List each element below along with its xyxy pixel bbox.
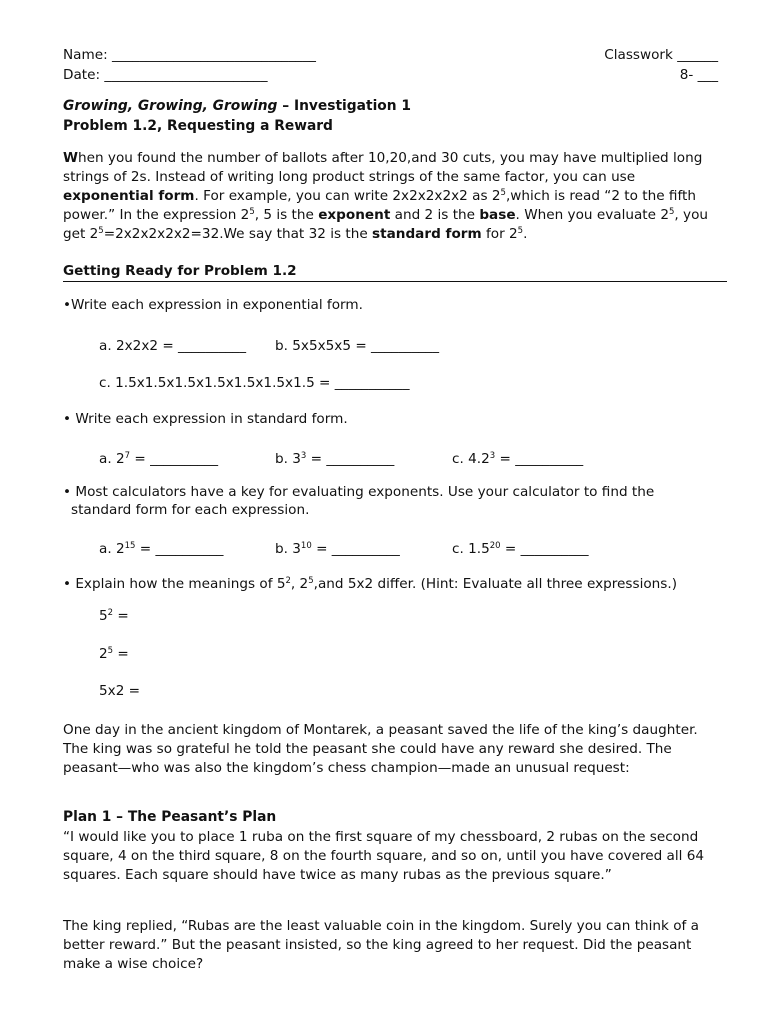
story-paragraph: One day in the ancient kingdom of Montarek, a peasant saved the life of the king’s daughter. The king was so grateful he told the peasant she could have any reward she desired. The peasant—who was also the kingdom’s chess champion—made an unusual request:	[63, 722, 698, 776]
plan-paragraph: “I would like you to place 1 ruba on the first square of my chessboard, 2 rubas on the second square, 4 on the third square, 8 on the fourth square, and so on, until you have covered all 64 squares. Each square should have twice as many rubas as the previous square.”	[63, 829, 705, 883]
q3-item-b: b. $3^{10}$ = __________	[275, 541, 400, 557]
q2-item-b: b. $3^3$ = __________	[275, 451, 395, 467]
investigation-title	[63, 98, 411, 114]
date-field-label: Date: ________________________	[63, 67, 268, 83]
q2-item-c: c. $4.2^3$ = __________	[452, 451, 584, 467]
q2-prompt: • Write each expression in standard form.	[63, 411, 348, 427]
name-field-label: Name: ______________________________	[63, 47, 316, 63]
q1-item-a: a. 2x2x2 = __________	[99, 338, 247, 354]
q3-item-a: a. $2^{15}$ = __________	[99, 541, 224, 557]
term-base: base	[479, 207, 516, 223]
term-exponent: exponent	[318, 207, 391, 223]
classwork-field-label: Classwork ______	[604, 47, 718, 63]
unit-title: Growing, Growing, Growing	[63, 98, 278, 114]
q1-item-b: b. 5x5x5x5 = __________	[275, 338, 440, 354]
q1-item-c: c. 1.5x1.5x1.5x1.5x1.5x1.5x1.5 = ___________	[99, 375, 410, 391]
term-exponential-form: exponential form	[63, 188, 195, 204]
q3-prompt-line2: standard form for each expression.	[71, 502, 310, 518]
closing-paragraph: The king replied, “Rubas are the least valuable coin in the kingdom. Surely you can think of a better reward.” But the peasant insisted, so the king agreed to her request. Did the peasant make a wise choice?	[63, 918, 699, 972]
header-row-2	[63, 67, 718, 83]
q4-line-5x2: 5x2 =	[99, 683, 141, 699]
grade-field-label: 8- ___	[679, 67, 718, 83]
q3-item-c: c. $1.5^{20}$ = __________	[452, 541, 589, 557]
intro-paragraph: When you found the number of ballots after 10,20,and 30 cuts, you may have multiplied long strings of 2s. Instead of writing long product strings of the same factor, you can use exponential form. For example, you can write 2x2x2x2x2 as $2^5,which$ is read “2 to the fifth power.” In the expression $2^5$, 5 is the exponent and 2 is the base. When you evaluate $2^5$, you get $2^5=2x2x2x2x2=32.We$ say that 32 is the standard form for $2^5$.	[63, 150, 709, 242]
investigation-label: – Investigation 1	[277, 98, 412, 114]
plan-heading: Plan 1 – The Peasant’s Plan	[63, 809, 277, 825]
term-standard-form: standard form	[372, 226, 482, 242]
q4-line-5-squared: $5^2$ =	[99, 608, 129, 624]
q3-prompt-line1: • Most calculators have a key for evaluating exponents. Use your calculator to find the	[63, 484, 655, 500]
q1-prompt: •Write each expression in exponential form.	[63, 297, 363, 313]
q4-prompt: • Explain how the meanings of $5^2$, $2^5,and$ 5x2 differ. (Hint: Evaluate all three expressions.)	[63, 576, 677, 592]
q2-item-a: a. $2^7$ = __________	[99, 451, 219, 467]
header-row-1	[63, 47, 718, 63]
problem-title: Problem 1.2, Requesting a Reward	[63, 118, 333, 134]
getting-ready-heading: Getting Ready for Problem 1.2	[63, 263, 727, 282]
q4-line-2-to-5th: $2^5$ =	[99, 646, 129, 662]
